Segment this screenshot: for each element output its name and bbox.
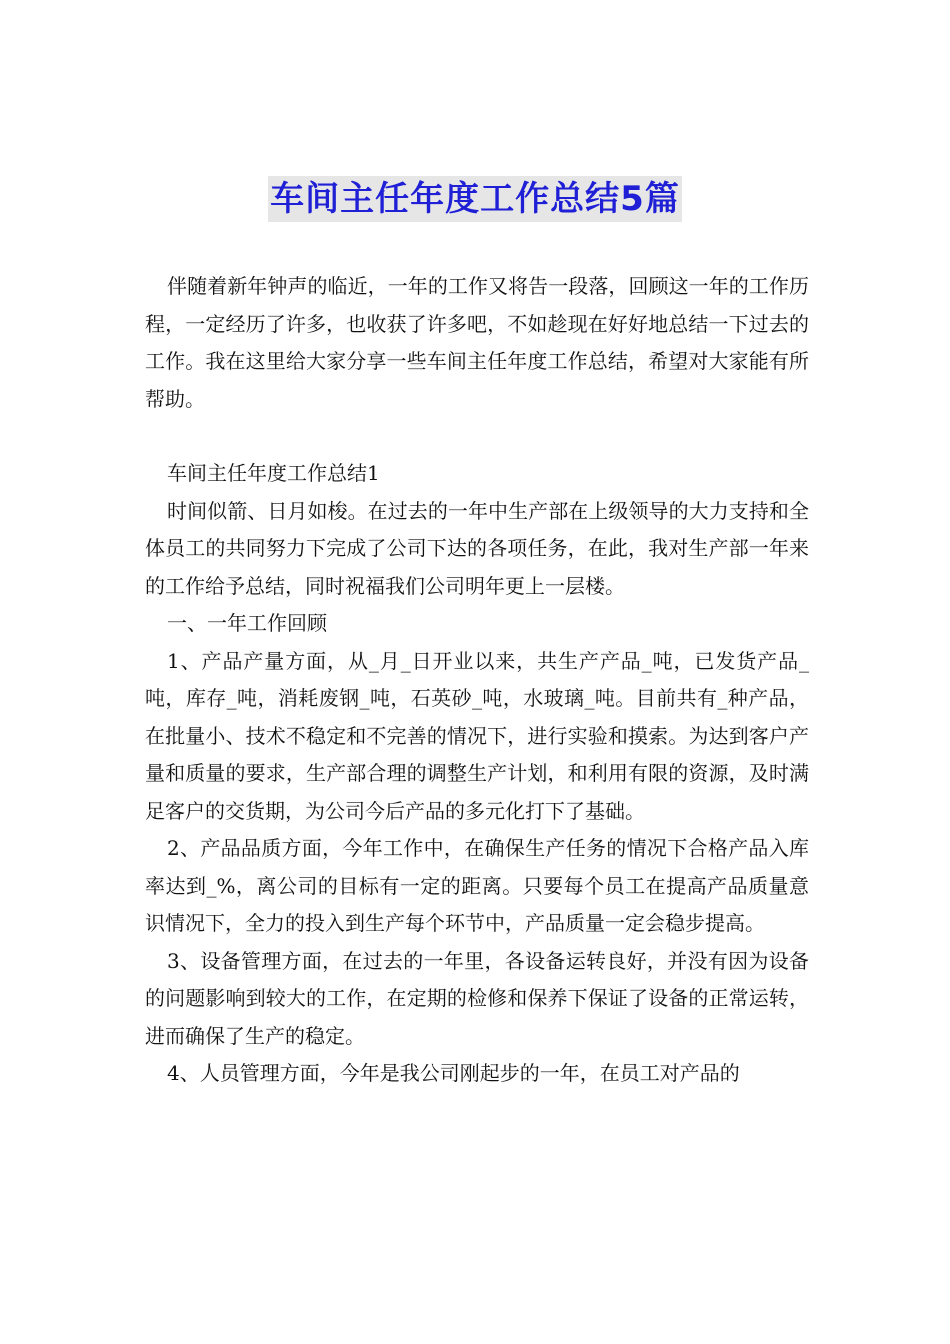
body-paragraph: 1、产品产量方面，从_月_日开业以来，共生产产品_吨，已发货产品_吨，库存_吨，消耗废钢_吨，石英砂_吨，水玻璃_吨。目前共有_种产品，在批量小、技术不稳定和不完善的情况下，进行实验和摸索。为达到客户产量和质量的要求，生产部合理的调整生产计划，和利用有限的资源，及时满足客户的交货期，为公司今后产品的多元化打下了基础。 (145, 648, 809, 823)
section-heading: 车间主任年度工作总结1 (167, 461, 380, 485)
subsection-heading: 一、一年工作回顾 (167, 611, 327, 635)
document-body (145, 268, 809, 1093)
body-paragraph: 3、设备管理方面，在过去的一年里，各设备运转良好，并没有因为设备的问题影响到较大的工作，在定期的检修和保养下保证了设备的正常运转，进而确保了生产的稳定。 (145, 948, 809, 1048)
body-paragraph: 2、产品品质方面，今年工作中，在确保生产任务的情况下合格产品入库率达到_%，离公司的目标有一定的距离。只要每个员工在提高产品质量意识情况下，全力的投入到生产每个环节中，产品质量一定会稳步提高。 (145, 836, 809, 935)
title-container (0, 176, 950, 222)
intro-paragraph: 伴随着新年钟声的临近，一年的工作又将告一段落，回顾这一年的工作历程，一定经历了许多，也收获了许多吧，不如趁现在好好地总结一下过去的工作。我在这里给大家分享一些车间主任年度工作总结，希望对大家能有所帮助。 (145, 274, 809, 411)
body-paragraph: 时间似箭、日月如梭。在过去的一年中生产部在上级领导的大力支持和全体员工的共同努力下完成了公司下达的各项任务，在此，我对生产部一年来的工作给予总结，同时祝福我们公司明年更上一层楼。 (145, 498, 809, 598)
body-paragraph: 4、人员管理方面，今年是我公司刚起步的一年，在员工对产品的 (167, 1061, 740, 1085)
document-title: 车间主任年度工作总结5篇 (268, 176, 682, 222)
paragraph-gap (145, 418, 809, 455)
